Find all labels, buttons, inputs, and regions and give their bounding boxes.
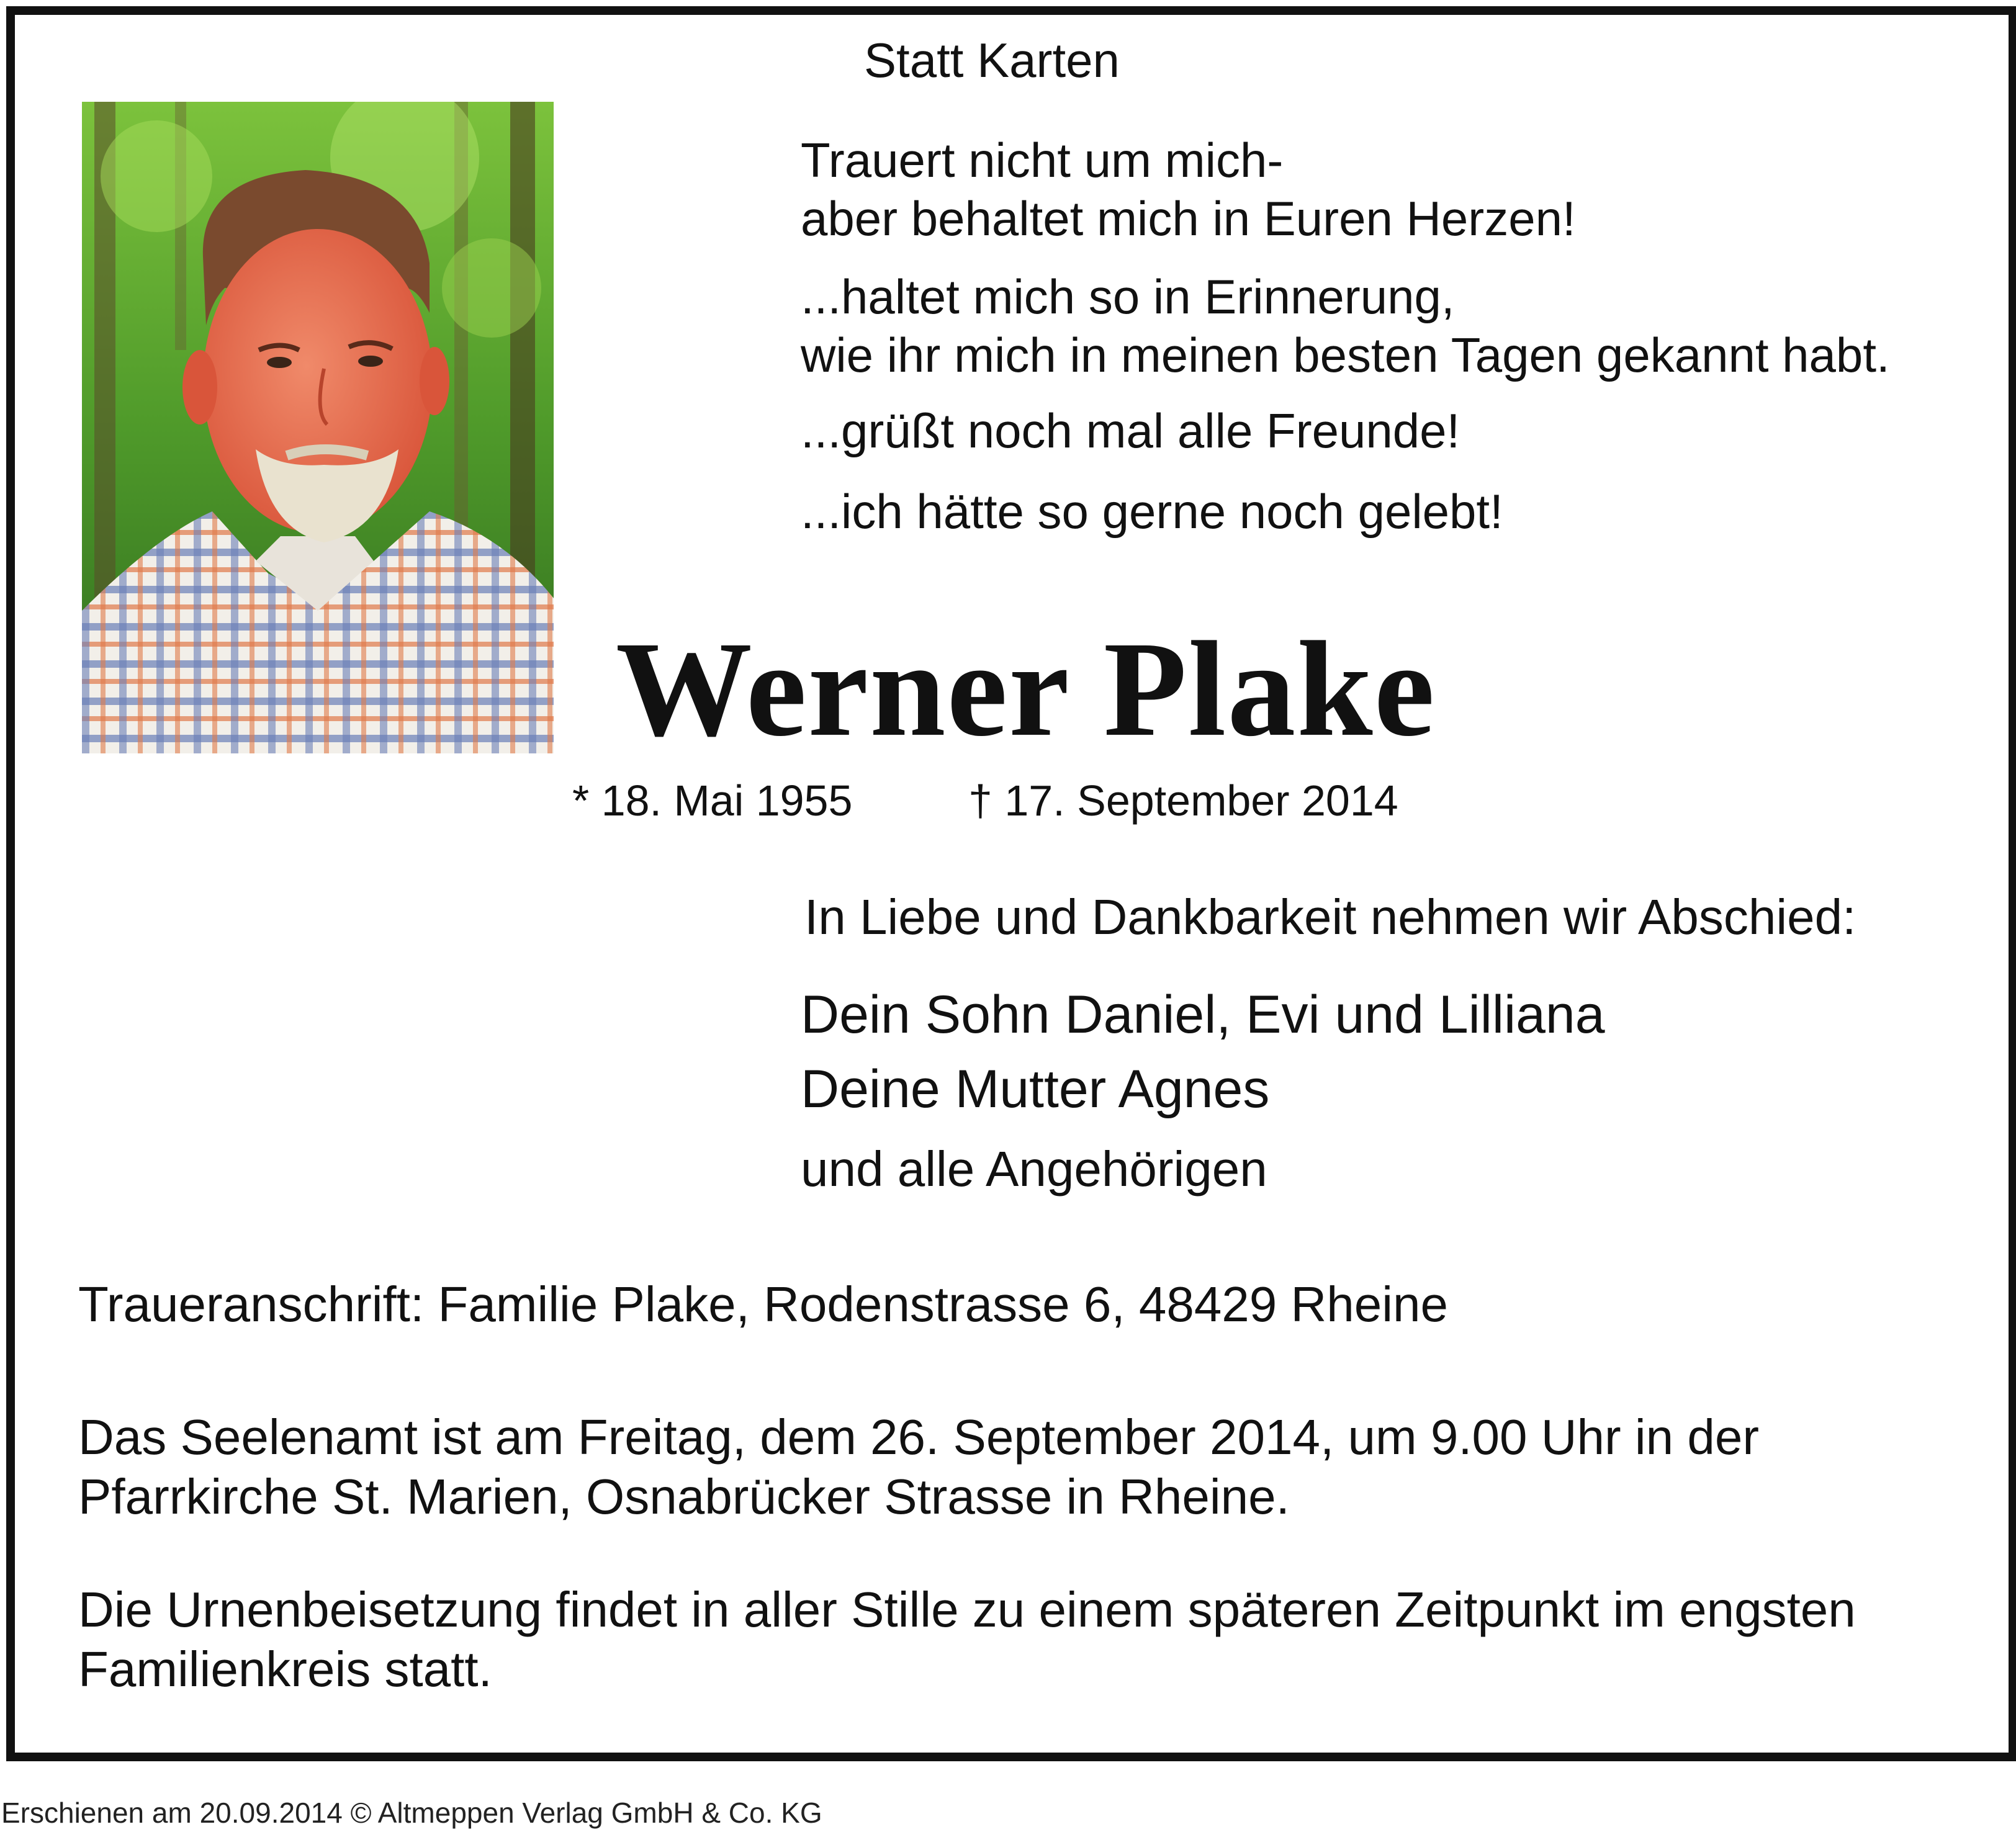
service-line-1: Das Seelenamt ist am Freitag, dem 26. September 2014, um 9.00 Uhr in der <box>78 1409 1760 1465</box>
mourner-line-3: und alle Angehörigen <box>801 1141 1267 1197</box>
burial-line-2: Familienkreis statt. <box>78 1641 492 1697</box>
poem-line-1: Trauert nicht um mich- <box>801 133 1284 187</box>
poem-line-3: ...haltet mich so in Erinnerung, <box>801 269 1455 324</box>
mourner-line-2: Deine Mutter Agnes <box>801 1059 1270 1119</box>
poem-line-6: ...ich hätte so gerne noch gelebt! <box>801 484 1503 539</box>
poem-line-4: wie ihr mich in meinen besten Tagen gekannt habt. <box>801 328 1890 382</box>
farewell-intro: In Liebe und Dankbarkeit nehmen wir Abschied: <box>804 889 1856 945</box>
burial-line-1: Die Urnenbeisetzung findet in aller Stille zu einem späteren Zeitpunkt im engsten <box>78 1582 1856 1637</box>
portrait-photo <box>82 102 554 753</box>
poem-line-5: ...grüßt noch mal alle Freunde! <box>801 403 1460 458</box>
mourner-line-1: Dein Sohn Daniel, Evi und Lilliana <box>801 985 1605 1044</box>
portrait-image <box>82 102 554 753</box>
death-date: † 17. September 2014 <box>968 776 1398 825</box>
publication-footer: Erschienen am 20.09.2014 © Altmeppen Verlag GmbH & Co. KG <box>1 1797 822 1829</box>
deceased-name: Werner Plake <box>616 613 1436 765</box>
birth-date: * 18. Mai 1955 <box>572 776 853 825</box>
statt-karten-label: Statt Karten <box>864 33 1120 88</box>
service-line-2: Pfarrkirche St. Marien, Osnabrücker Strasse in Rheine. <box>78 1469 1290 1524</box>
poem-line-2: aber behaltet mich in Euren Herzen! <box>801 191 1576 246</box>
mourning-address: Traueranschrift: Familie Plake, Rodenstrasse 6, 48429 Rheine <box>78 1277 1449 1332</box>
